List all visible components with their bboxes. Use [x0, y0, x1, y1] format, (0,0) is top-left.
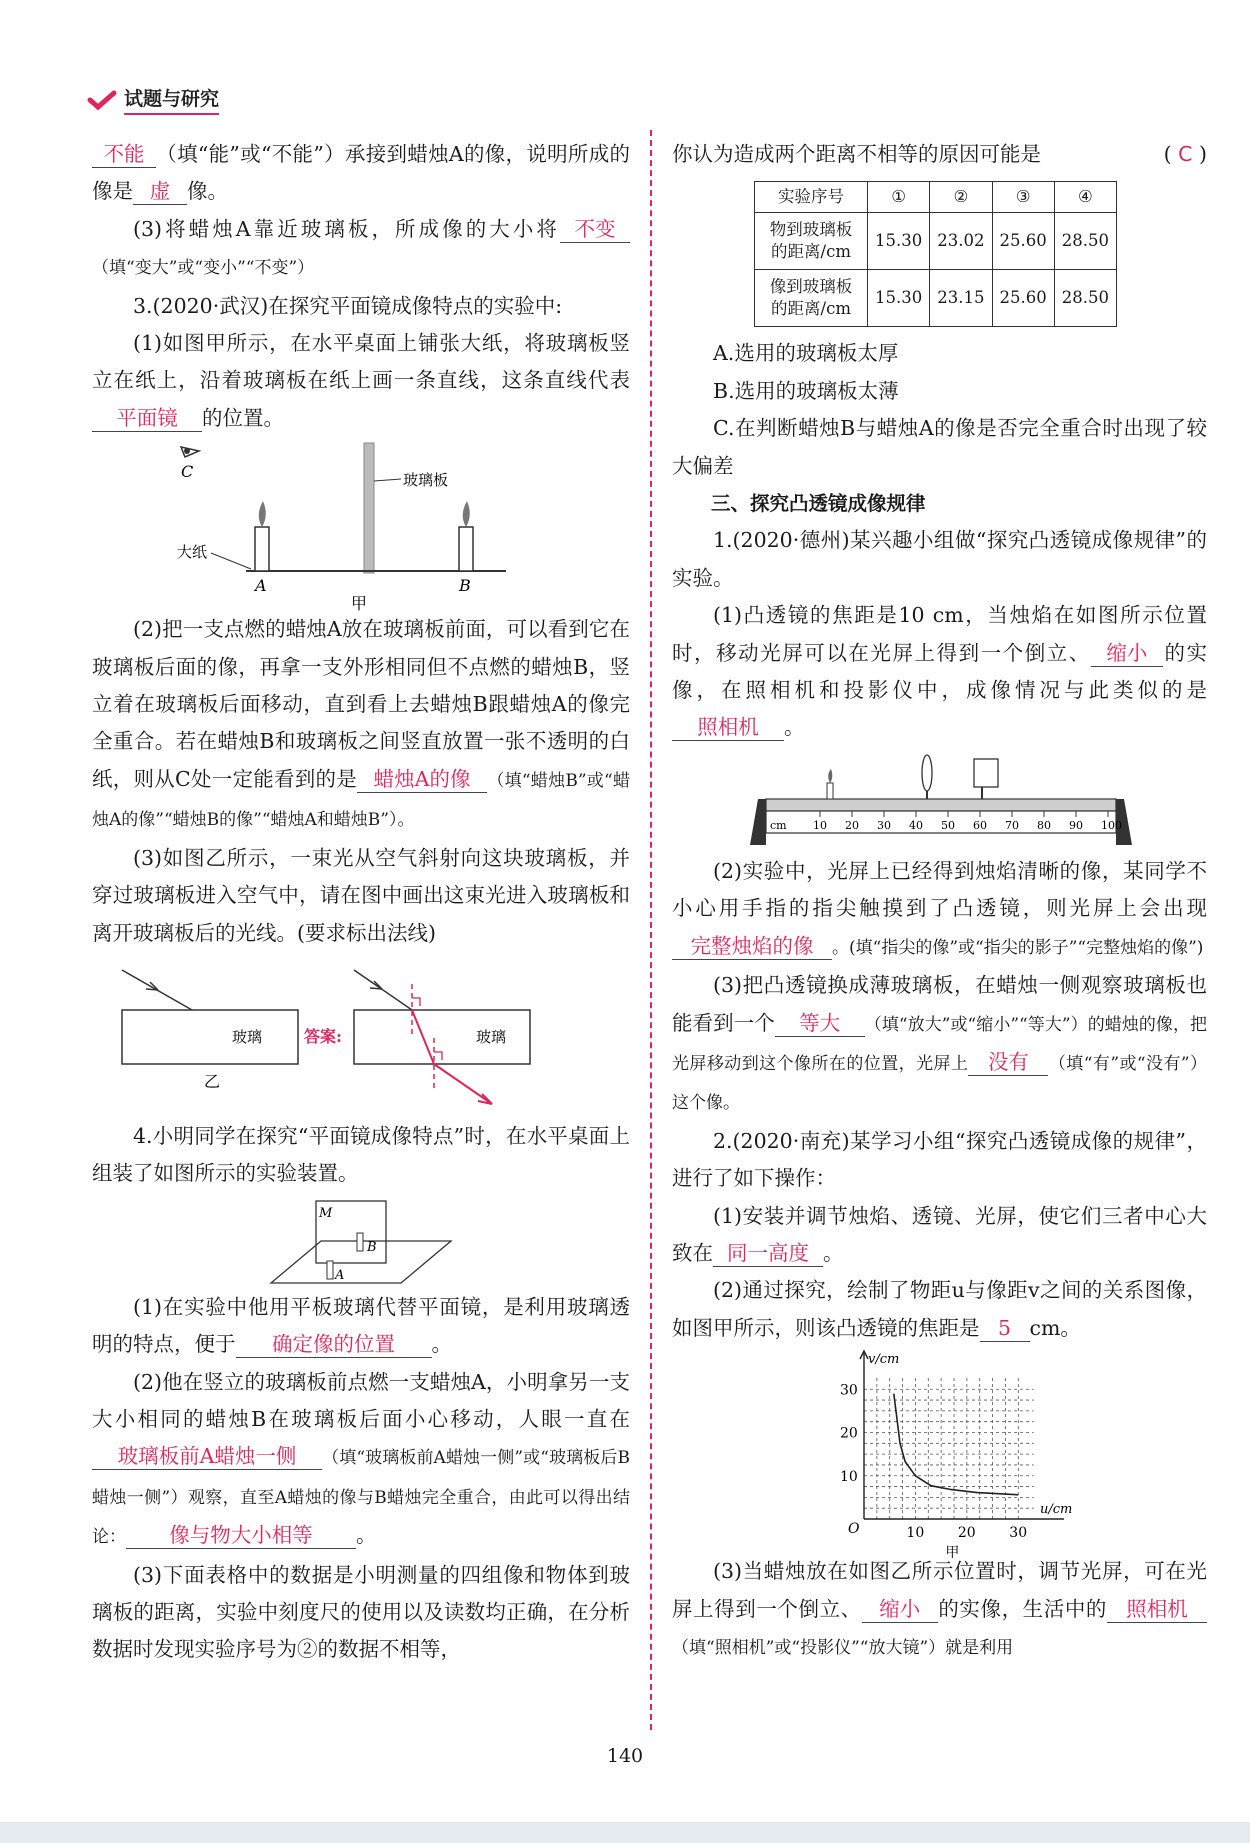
bench-tick-label: 20	[844, 818, 859, 832]
r-q2-part3: (3)当蜡烛放在如图乙所示位置时，调节光屏，可在光屏上得到一个倒立、 缩小 的实像，生活中的 照相机（填“照相机”或“投影仪”“放大镜”）就是利用	[672, 1559, 1207, 1658]
label-m: M	[319, 1205, 333, 1221]
bench-tick-label: 10	[812, 818, 827, 832]
figure-q4-apparatus	[261, 1193, 461, 1289]
q3-part3: (3)如图乙所示，一束光从空气斜射向这块玻璃板，并穿过玻璃板进入空气中，请在图中画出这束光进入玻璃板和离开玻璃板后的光线。(要求标出法线)	[92, 845, 630, 945]
answer-blank[interactable]: 等大	[775, 1010, 865, 1037]
y-axis-label: v/cm	[867, 1352, 899, 1368]
choice-answer[interactable]: C	[1178, 142, 1193, 166]
bench-rail	[766, 799, 1116, 811]
answer-blank[interactable]: 没有	[968, 1049, 1048, 1076]
r-q1-part2: (2)实验中，光屏上已经得到烛焰清晰的像，某同学不小心用手指的指尖触摸到了凸透镜，则光屏上会出现完整烛焰的像 。(填“指尖的像”或“指尖的影子”“完整烛焰的像”)	[672, 858, 1207, 958]
answer-blank[interactable]: 玻璃板前A蜡烛一侧	[92, 1443, 322, 1470]
glass-plate	[364, 443, 374, 573]
answer-blank[interactable]: 照相机	[1107, 1596, 1207, 1623]
answer-blank[interactable]: 缩小	[1091, 640, 1163, 667]
bench-tick-label: 80	[1036, 818, 1051, 832]
answer-blank[interactable]: 平面镜	[92, 405, 202, 432]
answer-blank[interactable]: 5	[980, 1315, 1030, 1342]
q3-part2: (2)把一支点燃的蜡烛A放在玻璃板前面，可以看到它在玻璃板后面的像，再拿一支外形相同但不点燃的蜡烛B，竖立着在玻璃板后面移动，直到看上去蜡烛B跟蜡烛A的像完全重合。若在蜡烛B和玻璃板之间竖直放置一张不透明的白纸，则从C处一定能看到的是 蜡烛A的像 （填“蜡烛B”或“蜡烛A的像”“蜡烛B的像”“蜡烛A和蜡烛B”）。	[92, 617, 630, 831]
column-divider	[650, 130, 652, 1730]
eye-icon	[181, 447, 199, 457]
q4-title: 4.小明同学在探究“平面镜成像特点”时，在水平桌面上组装了如图所示的实验装置。	[92, 1123, 630, 1186]
label-c: C	[181, 462, 194, 482]
candle-b	[459, 501, 473, 571]
bench-tick-label: 50	[940, 818, 955, 832]
figure-yi-refraction	[92, 960, 630, 1110]
bench-tick-label: 100	[1100, 818, 1122, 832]
label-paper: 大纸	[177, 543, 208, 562]
r-q2-title: 2.(2020·南充)某学习小组“探究凸透镜成像的规律”，进行了如下操作：	[672, 1128, 1207, 1191]
table-row: 像到玻璃板的距离/cm 15.30 23.15 25.60 28.50	[755, 270, 1117, 327]
label-a: A	[335, 1267, 345, 1283]
option-b: B.选用的玻璃板太薄	[713, 378, 899, 403]
option-c: C.在判断蜡烛B与蜡烛A的像是否完全重合时出现了较大偏差	[672, 416, 1207, 478]
answer-blank[interactable]: 不变	[560, 216, 630, 243]
q4-reason: 你认为造成两个距离不相等的原因可能是 ( C )	[672, 142, 1207, 166]
r-q1-part1: (1)凸透镜的焦距是10 cm，当烛焰在如图所示位置时，移动光屏可以在光屏上得到一个倒立、 缩小 的实像，在照相机和投影仪中，成像情况与此类似的是照相机 。	[672, 603, 1208, 740]
header-title: 试题与研究	[124, 84, 219, 115]
bench-tick-label: 90	[1068, 818, 1083, 832]
bench-tick-label: 60	[972, 818, 987, 832]
optical-bench-figure	[730, 747, 1150, 853]
page-header	[88, 84, 219, 115]
label-glass: 玻璃	[476, 1027, 507, 1046]
answer-blank[interactable]: 像与物大小相等	[126, 1522, 356, 1549]
label-glass: 玻璃	[232, 1027, 263, 1046]
q4-part3: (3)下面表格中的数据是小明测量的四组像和物体到玻璃板的距离，实验中刻度尺的使用以及读数均正确，在分析数据时发现实验序号为②的数据不相等，	[92, 1562, 630, 1662]
scale-unit: cm	[769, 818, 787, 832]
answer-blank[interactable]: 不能	[92, 141, 156, 168]
glass-block	[122, 1010, 298, 1064]
section-title: 三、探究凸透镜成像规律	[711, 492, 926, 516]
left-column	[92, 136, 630, 1669]
x-tick-label: 30	[1008, 1525, 1027, 1542]
label-a: A	[255, 576, 267, 596]
figure-jia-mirror-setup	[171, 441, 551, 614]
answer-blank[interactable]: 确定像的位置	[236, 1331, 432, 1358]
y-tick-label: 20	[839, 1425, 858, 1442]
y-tick-label: 30	[839, 1382, 858, 1399]
answer-blank[interactable]: 完整烛焰的像	[672, 933, 832, 960]
table-row: 物到玻璃板的距离/cm 15.30 23.02 25.60 28.50	[755, 213, 1117, 270]
x-tick-label: 10	[905, 1525, 924, 1542]
x-axis-label: u/cm	[1039, 1502, 1072, 1518]
y-tick-label: 10	[839, 1468, 858, 1485]
bench-tick-label: 40	[908, 818, 923, 832]
option-a: A.选用的玻璃板太厚	[713, 341, 899, 366]
x-tick-label: 20	[957, 1525, 976, 1542]
q2-continuation: 不能 （填“能”或“不能”）承接到蜡烛A的像，说明所成的像是 虚 像。	[92, 142, 630, 204]
convex-lens	[922, 755, 932, 799]
q3-part1: (1)如图甲所示，在水平桌面上铺张大纸，将玻璃板竖立在纸上，沿着玻璃板在纸上画一条直线，这条直线代表平面镜 的位置。	[92, 331, 630, 430]
checkmark-logo-icon	[88, 90, 116, 110]
page-number: 140	[606, 1745, 644, 1767]
uv-chart	[820, 1347, 1072, 1562]
bottom-bar	[0, 1822, 1250, 1843]
label-b: B	[367, 1239, 377, 1255]
label-b: B	[459, 576, 471, 596]
answer-blank[interactable]: 虚	[133, 178, 187, 205]
r-q2-part1: (1)安装并调节烛焰、透镜、光屏，使它们三者中心大致在 同一高度 。	[672, 1203, 1207, 1265]
answer-label: 答案:	[304, 1026, 342, 1046]
right-column	[672, 136, 1207, 1667]
data-table	[754, 181, 1117, 327]
light-screen	[974, 759, 998, 799]
q4-part2: (2)他在竖立的玻璃板前点燃一支蜡烛A，小明拿另一支大小相同的蜡烛B在玻璃板后面小心移动，人眼一直在玻璃板前A蜡烛一侧 （填“玻璃板前A蜡烛一侧”或“玻璃板后B蜡烛一侧”）观察，直至A蜡烛的像与B蜡烛完全重合，由此可以得出结论： 像与物大小相等 。	[92, 1369, 630, 1548]
figure-caption: 乙	[204, 1071, 221, 1091]
uv-curve	[893, 1394, 1018, 1495]
q4-part1: (1)在实验中他用平板玻璃代替平面镜，是利用玻璃透明的特点，便于 确定像的位置 。	[92, 1294, 630, 1357]
candle	[827, 769, 833, 799]
answer-blank[interactable]: 缩小	[862, 1596, 938, 1623]
r-q1-part3: (3)把凸透镜换成薄玻璃板，在蜡烛一侧观察玻璃板也能看到一个 等大 （填“放大”或“缩小”“等大”）的蜡烛的像，把光屏移动到这个像所在的位置，光屏上 没有 （填“有”或“没有”）这个像。	[672, 973, 1208, 1114]
origin-label: O	[847, 1521, 859, 1538]
bench-tick-label: 30	[876, 818, 891, 832]
r-q1-title: 1.(2020·德州)某兴趣小组做“探究凸透镜成像规律”的实验。	[672, 528, 1207, 590]
bench-tick-label: 70	[1004, 818, 1019, 832]
candle-a	[255, 501, 269, 571]
answer-blank[interactable]: 照相机	[672, 714, 784, 741]
r-q2-part2: (2)通过探究，绘制了物距u与像距v之间的关系图像，如图甲所示，则该凸透镜的焦距是 5 cm。	[672, 1278, 1207, 1340]
answer-blank[interactable]: 同一高度	[713, 1240, 823, 1267]
label-glass-plate: 玻璃板	[403, 471, 449, 490]
table-header: 实验序号 ① ② ③ ④	[755, 182, 1117, 213]
q2-part3: (3)将蜡烛A靠近玻璃板，所成像的大小将 不变（填“变大”或“变小”“不变”）	[92, 211, 630, 288]
q3-title: 3.(2020·武汉)在探究平面镜成像特点的实验中:	[133, 293, 563, 318]
figure-caption: 甲	[351, 594, 368, 614]
chart-caption: 甲	[944, 1545, 959, 1562]
answer-blank[interactable]: 蜡烛A的像	[357, 766, 487, 793]
